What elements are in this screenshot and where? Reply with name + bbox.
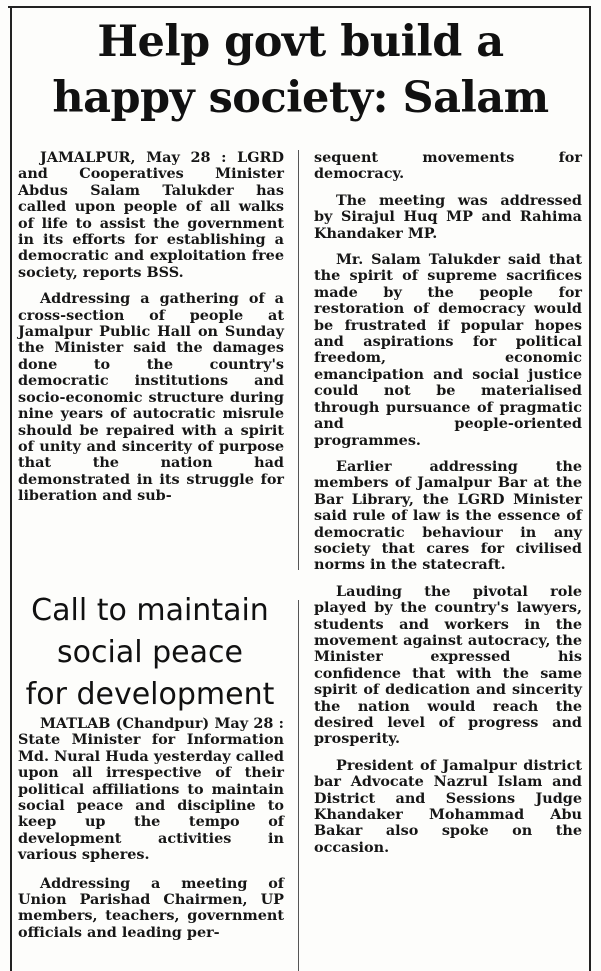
headline-line-1: Help govt build a [97, 17, 504, 67]
story2-headline-line-1: Call to maintain [31, 593, 269, 628]
column-divider-upper [298, 150, 299, 570]
story2-body [18, 716, 284, 953]
story1-left-column [18, 150, 284, 515]
story1-continuation: sequent movements for democracy. [314, 149, 582, 183]
story2-headline-line-2: social peace [57, 635, 243, 670]
top-border-rule [8, 6, 589, 8]
story2-dateline: MATLAB (Chandpur) May 28 : [40, 715, 284, 732]
left-border-rule [10, 6, 12, 971]
story2-paragraph-1 [18, 716, 284, 864]
story1-paragraph-2: Addressing a gathering of a cross-section of people at Jamalpur Public Hall on Sunday the Minister said the damages done to the country's democratic institutions and socio-economic structure during nine years of autocratic misrule should be repaired with a spirit of unity and sincerity of purpose that the nation had demonstrated in its struggle for liberation and sub- [18, 290, 284, 505]
story2-paragraph-1-text: State Minister for Information Md. Nural Huda yesterday called upon all irrespective of their political affiliations to maintain social peace and discipline to keep up the tempo of development activities in various spheres. [18, 731, 284, 864]
story1-paragraph-6: Lauding the pivotal role played by the country's lawyers, students and workers in the movement against autocracy, the Minister expressed his confidence that with the same spirit of dedication and sincerity the nation would reach the desired level of progress and prosperity. [314, 582, 582, 748]
story1-paragraph-3: The meeting was addressed by Sirajul Huq MP and Rahima Khandaker MP. [314, 191, 582, 242]
story1-paragraph-4: Mr. Salam Talukder said that the spirit of supreme sacrifices made by the people for restoration of democracy would be frustrated if popular hopes and aspirations for political freedom, economic emancipation and social justice could not be materialised through pursuance of pragmatic and people-oriented programmes. [314, 251, 582, 449]
story1-paragraph-1-text: LGRD and Cooperatives Minister Abdus Salam Talukder has called upon people of all walks of life to assist the government in its efforts for establishing a democratic and exploitation free society, reports BSS. [18, 149, 284, 281]
headline-line-2: happy society: Salam [52, 73, 549, 123]
story2-headline [14, 590, 286, 716]
story1-paragraph-7: President of Jamalpur district bar Advocate Nazrul Islam and District and Sessions Judge Khandaker Mohammad Abu Bakar also spoke on the occasion. [314, 756, 582, 856]
main-headline [14, 14, 587, 126]
story2-headline-line-3: for development [25, 677, 275, 712]
story1-paragraph-5: Earlier addressing the members of Jamalpur Bar at the Bar Library, the LGRD Minister said rule of law is the essence of democratic behaviour in any society that cares for civilised norms in the statecraft. [314, 457, 582, 574]
story2-paragraph-2: Addressing a meeting of Union Parishad Chairmen, UP members, teachers, government officials and leading per- [18, 874, 284, 941]
story1-right-column [314, 150, 582, 866]
story1-dateline: JAMALPUR, May 28 : [40, 149, 227, 166]
column-divider-lower [298, 600, 299, 971]
right-border-rule [589, 6, 591, 971]
story1-paragraph-1 [18, 150, 284, 281]
